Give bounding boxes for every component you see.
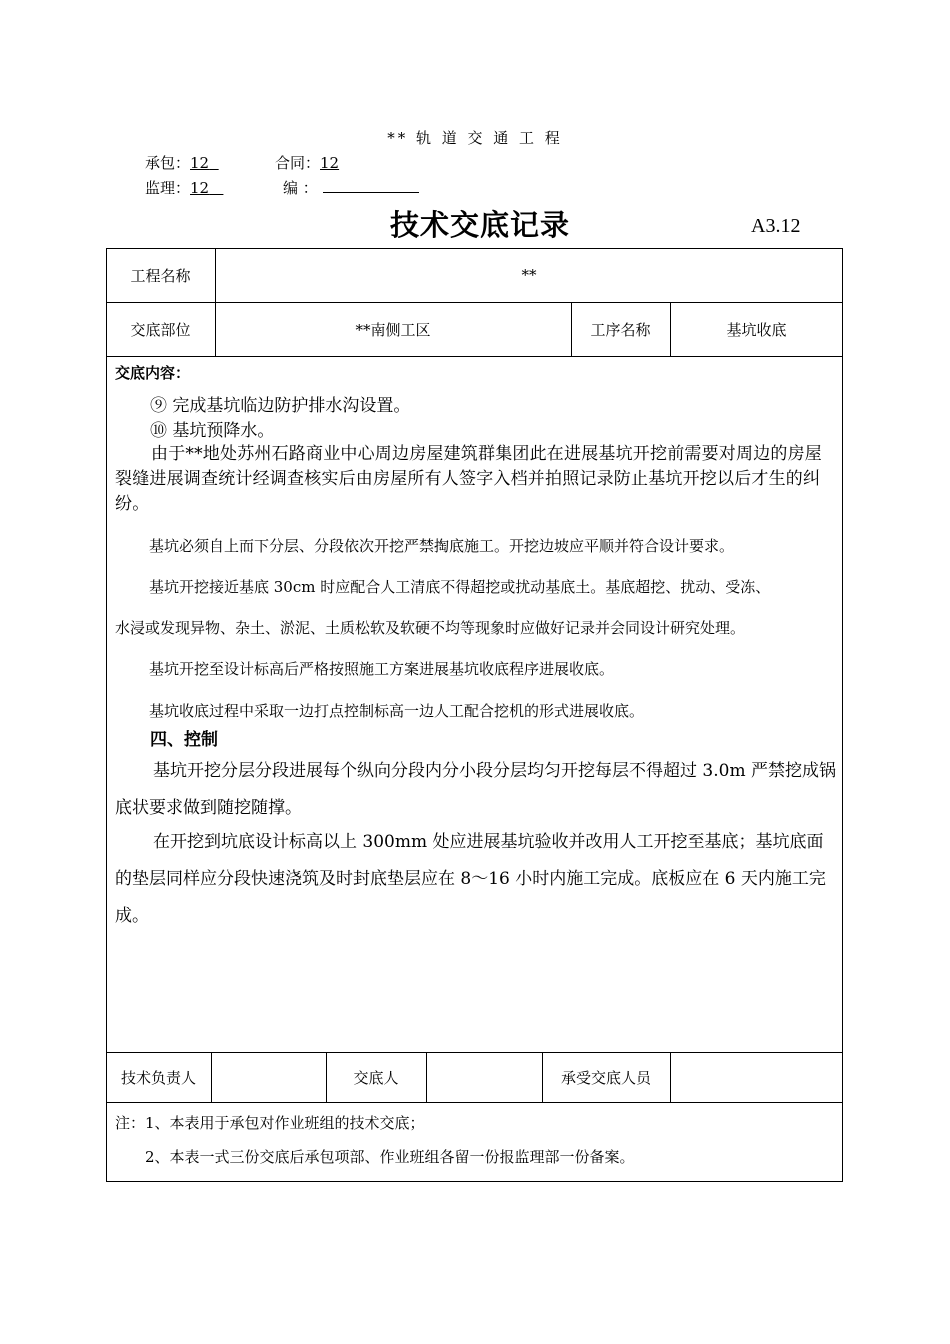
- number-label: 编 ：: [283, 179, 318, 197]
- tech-lead-signature[interactable]: [211, 1052, 326, 1102]
- paragraph-3: 基坑开挖至设计标高后严格按照施工方案进展基坑收底程序进展收底。: [149, 660, 615, 678]
- item-10: ⑩ 基坑预降水。: [150, 421, 275, 441]
- tech-lead-label: 技术负责人: [120, 1068, 196, 1087]
- document-title: 技术交底记录: [389, 208, 570, 242]
- supervisor-label: 监理：: [145, 179, 191, 197]
- receiver-signature[interactable]: [670, 1052, 843, 1102]
- presenter-signature[interactable]: [426, 1052, 542, 1102]
- note-1: 注：1、本表用于承包对作业班组的技术交底；: [115, 1114, 425, 1132]
- survey-paragraph: 由于**地处苏州石路商业中心周边房屋建筑群集团此在进展基坑开挖前需要对周边的房屋裂缝进展调查统计经调查核实后由房屋所有人签字入档并拍照记录防止基坑开挖以后才生的纠纷。: [115, 444, 822, 514]
- paragraph-1: 基坑必须自上而下分层、分段依次开挖严禁掏底施工。开挖边坡应平顺并符合设计要求。: [149, 537, 735, 555]
- contractor-value: 12: [190, 154, 210, 172]
- form-code: A3.12: [751, 215, 801, 237]
- process-value: 基坑收底: [726, 320, 787, 339]
- receiver-label: 承受交底人员: [560, 1068, 651, 1087]
- process-label: 工序名称: [590, 320, 651, 339]
- section-4-title: 四、控制: [150, 730, 218, 750]
- number-field: [283, 177, 419, 198]
- control-paragraph-1: 基坑开挖分层分段进展每个纵向分段内分小段分层均匀开挖每层不得超过 3.0m 严禁挖成锅底状要求做到随挖随撑。: [115, 761, 836, 818]
- supervisor-field: [145, 177, 223, 198]
- project-name-value: **: [521, 266, 537, 284]
- project-title: ** 轨 道 交 通 工 程: [387, 129, 563, 147]
- paragraph-4: 基坑收底过程中采取一边打点控制标高一边人工配合挖机的形式进展收底。: [149, 702, 645, 720]
- contract-value: 12: [320, 154, 340, 172]
- control-paragraph-2: 在开挖到坑底设计标高以上 300mm 处应进展基坑验收并改用人工开挖至基底；基坑底面的垫层同样应分段快速浇筑及时封底垫层应在 8～16 小时内施工完成。底板应在 6 天内施工完成。: [115, 832, 826, 926]
- location-label: 交底部位: [130, 320, 191, 339]
- contractor-field: [145, 152, 219, 173]
- location-value: **南侧工区: [355, 320, 431, 339]
- paragraph-2b: 水浸或发现异物、杂土、淤泥、土质松软及软硬不均等现象时应做好记录并会同设计研究处理。: [115, 619, 746, 637]
- project-name-label: 工程名称: [130, 266, 191, 285]
- contract-label: 合同：: [275, 154, 321, 172]
- note-2: 2、本表一式三份交底后承包项部、作业班组各留一份报监理部一份备案。: [145, 1148, 635, 1166]
- presenter-label: 交底人: [353, 1068, 399, 1087]
- item-9: ⑨ 完成基坑临边防护排水沟设置。: [150, 396, 411, 416]
- paragraph-2a: 基坑开挖接近基底 30cm 时应配合人工清底不得超挖或扰动基底土。基底超挖、扰动、受冻、: [149, 578, 771, 596]
- supervisor-value: 12: [190, 179, 210, 197]
- number-blank: [323, 178, 419, 193]
- contractor-label: 承包：: [145, 154, 191, 172]
- content-heading: 交底内容：: [115, 364, 191, 382]
- contract-field: [275, 152, 339, 173]
